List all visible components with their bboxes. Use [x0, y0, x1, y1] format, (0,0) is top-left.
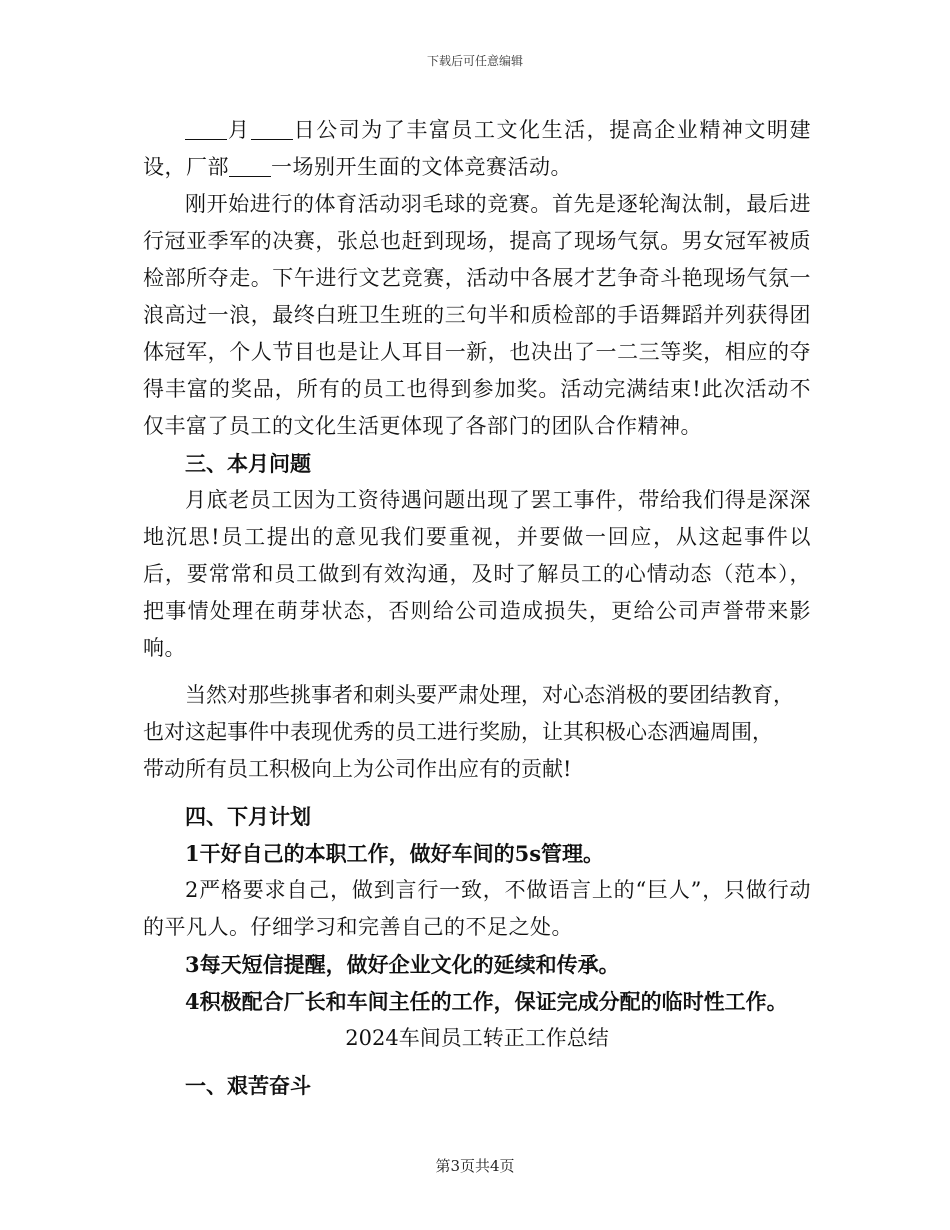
- page-footer: 第3页共4页: [435, 1157, 515, 1175]
- plan-item-4: 4积极配合厂长和车间主任的工作，保证完成分配的临时性工作。: [185, 989, 788, 1014]
- section4-heading: 四、下月计划: [185, 804, 311, 829]
- next-document-title: 2024车间员工转正工作总结: [345, 1026, 609, 1050]
- blank-field: [229, 156, 271, 177]
- sports-paragraph: 刚开始进行的体育活动羽毛球的竞赛。首先是逐轮淘汰制，最后进行冠亚季军的决赛，张总也赶到现场，提高了现场气氛。男女冠军被质检部所夺走。下午进行文艺竞赛，活动中各展才艺争奇斗艳现场气氛一浪高过一浪，最终白班卫生班的三句半和质检部的手语舞蹈并列获得团体冠军，个人节目也是让人耳目一新，也决出了一二三等奖，相应的夺得丰富的奖品，所有的员工也得到参加奖。活动完满结束!此次活动不仅丰富了员工的文化生活更体现了各部门的团队合作精神。: [143, 192, 811, 438]
- next-section-heading: 一、艰苦奋斗: [185, 1073, 311, 1098]
- plan-item-3: 3每天短信提醒，做好企业文化的延续和传承。: [185, 952, 620, 977]
- blank-field: [185, 119, 227, 140]
- plan-item-1: 1干好自己的本职工作，做好车间的5s管理。: [185, 841, 605, 866]
- intro-text: 日公司为了丰富员工文化生活，提高企业精神文明建设，厂部: [143, 118, 812, 179]
- problem-paragraph: 月底老员工因为工资待遇问题出现了罢工事件，带给我们得是深深地沉思!员工提出的意见我们要重视，并要做一回应，从这起事件以后，要常常和员工做到有效沟通，及时了解员工的心情动态（范本），把事情处理在萌芽状态，否则给公司造成损失，更给公司声誉带来影响。: [143, 488, 811, 660]
- month-label: 月: [227, 118, 251, 142]
- handling-line-3: 带动所有员工积极向上为公司作出应有的贡献!: [143, 757, 572, 781]
- intro-text-end: 一场别开生面的文体竞赛活动。: [271, 155, 572, 179]
- plan-item-2: 2严格要求自己，做到言行一致，不做语言上的“巨人”，只做行动的平凡人。仔细学习和完善自己的不足之处。: [143, 878, 811, 939]
- intro-paragraph: [143, 112, 811, 186]
- section3-heading: 三、本月问题: [185, 451, 311, 476]
- blank-field: [251, 119, 293, 140]
- document-body: [143, 112, 811, 1104]
- page-header: 下载后可任意编辑: [426, 54, 523, 68]
- handling-line-1: 当然对那些挑事者和刺头要严肃处理，对心态消极的要团结教育，: [185, 683, 794, 707]
- handling-line-2: 也对这起事件中表现优秀的员工进行奖励，让其积极心态洒遍周围，: [143, 720, 773, 744]
